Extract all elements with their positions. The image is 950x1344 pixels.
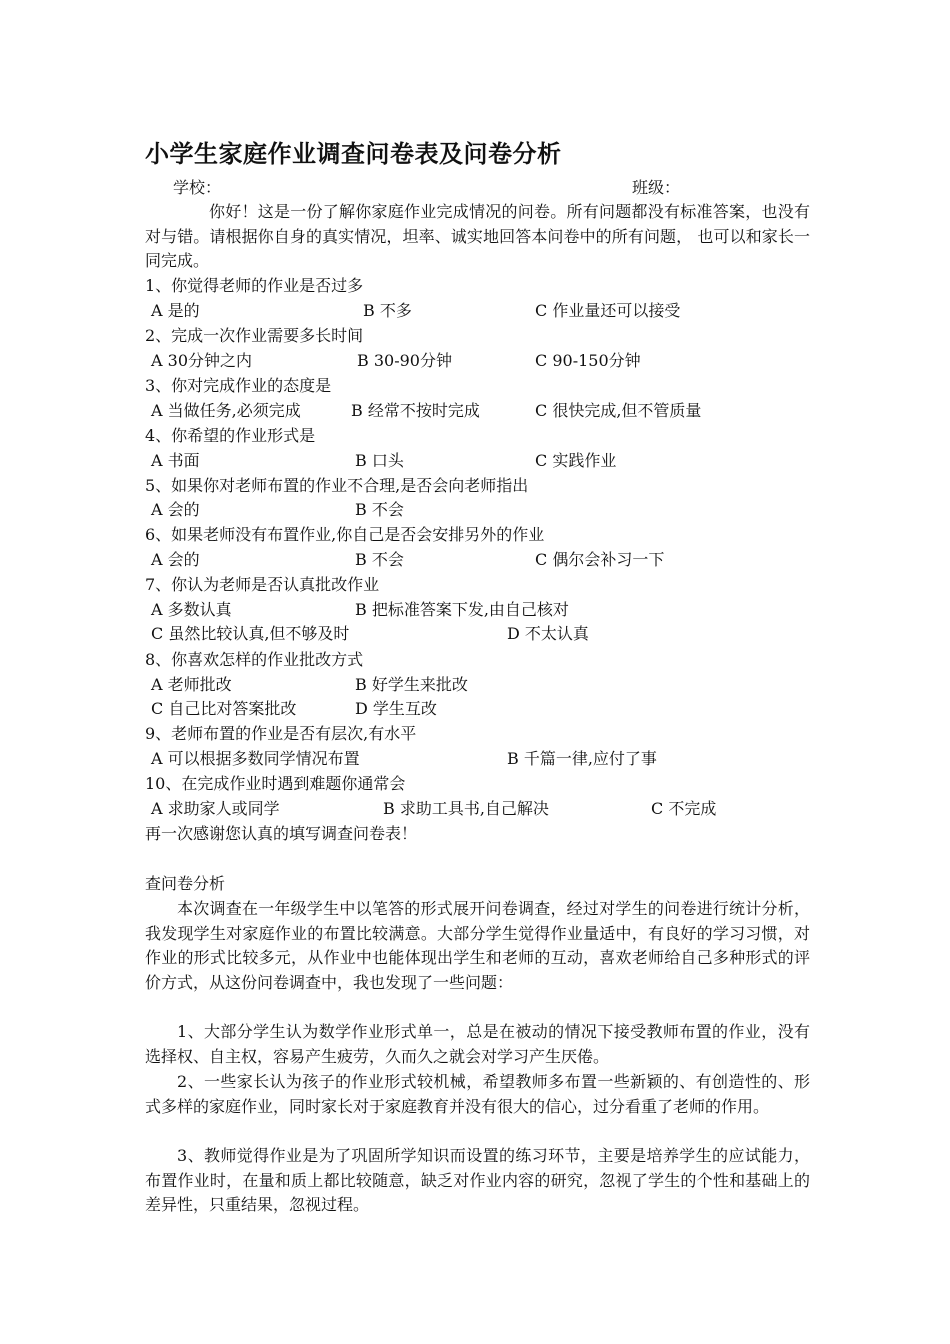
analysis-paragraph-3: 2、一些家长认为孩子的作业形式较机械，希望教师多布置一些新颖的、有创造性的、形式多样的家庭作业，同时家长对于家庭教育并没有很大的信心，过分看重了老师的作用。 [145, 1072, 810, 1116]
question-5-option-a: A 会的 [151, 500, 200, 519]
analysis-paragraph-2: 1、大部分学生认为数学作业形式单一，总是在被动的情况下接受教师布置的作业，没有选择权、自主权，容易产生疲劳，久而久之就会对学习产生厌倦。 [145, 1022, 810, 1066]
question-8-option-b: B 好学生来批改 [355, 675, 468, 694]
question-4: 4、你希望的作业形式是 [145, 426, 316, 445]
question-2-option-a: A 30分钟之内 [151, 351, 253, 370]
question-7-option-c: C 虽然比较认真,但不够及时 [151, 624, 350, 643]
question-3: 3、你对完成作业的态度是 [145, 376, 332, 395]
question-4-option-b: B 口头 [355, 451, 404, 470]
question-5-option-b: B 不会 [355, 500, 404, 519]
question-9-option-a: A 可以根据多数同学情况布置 [151, 749, 360, 768]
question-2: 2、完成一次作业需要多长时间 [145, 326, 364, 345]
class-label: 班级： [632, 178, 681, 197]
question-7-option-b: B 把标准答案下发,由自己核对 [355, 600, 569, 619]
question-9-option-b: B 千篇一律,应付了事 [507, 749, 657, 768]
question-6-option-b: B 不会 [355, 550, 404, 569]
question-10: 10、在完成作业时遇到难题你通常会 [145, 774, 406, 793]
thanks-line: 再一次感谢您认真的填写调查问卷表！ [145, 824, 418, 843]
question-4-option-c: C 实践作业 [535, 451, 617, 470]
analysis-heading: 查问卷分析 [145, 874, 226, 893]
question-8: 8、你喜欢怎样的作业批改方式 [145, 650, 364, 669]
question-2-option-b: B 30-90分钟 [357, 351, 452, 370]
question-1: 1、你觉得老师的作业是否过多 [145, 276, 364, 295]
question-1-option-b: B 不多 [363, 301, 412, 320]
question-6-option-c: C 偶尔会补习一下 [535, 550, 665, 569]
question-3-option-a: A 当做任务,必须完成 [151, 401, 301, 420]
school-label: 学校： [173, 178, 222, 197]
analysis-paragraph-1: 本次调查在一年级学生中以笔答的形式展开问卷调查，经过对学生的问卷进行统计分析，我发现学生对家庭作业的布置比较满意。大部分学生觉得作业量适中，有良好的学习习惯，对作业的形式比较多元，从作业中也能体现出学生和老师的互动，喜欢老师给自己多种形式的评价方式，从这份问卷调查中，我也发现了一些问题： [145, 899, 810, 992]
question-9: 9、老师布置的作业是否有层次,有水平 [145, 724, 417, 743]
question-3-option-b: B 经常不按时完成 [351, 401, 480, 420]
question-3-option-c: C 很快完成,但不管质量 [535, 401, 702, 420]
question-10-option-b: B 求助工具书,自己解决 [383, 799, 549, 818]
question-7: 7、你认为老师是否认真批改作业 [145, 575, 380, 594]
question-8-option-c: C 自己比对答案批改 [151, 699, 297, 718]
intro-paragraph: 你好！这是一份了解你家庭作业完成情况的问卷。所有问题都没有标准答案，也没有对与错。请根据你自身的真实情况，坦率、诚实地回答本问卷中的所有问题， 也可以和家长一同完成。 [145, 202, 810, 271]
question-6: 6、如果老师没有布置作业,你自己是否会安排另外的作业 [145, 525, 545, 544]
question-2-option-c: C 90-150分钟 [535, 351, 641, 370]
question-4-option-a: A 书面 [151, 451, 200, 470]
page-title: 小学生家庭作业调查问卷表及问卷分析 [145, 140, 562, 168]
question-1-option-a: A 是的 [151, 301, 200, 320]
question-8-option-d: D 学生互改 [355, 699, 437, 718]
question-10-option-c: C 不完成 [651, 799, 717, 818]
question-5: 5、如果你对老师布置的作业不合理,是否会向老师指出 [145, 476, 529, 495]
question-10-option-a: A 求助家人或同学 [151, 799, 280, 818]
analysis-paragraph-4: 3、教师觉得作业是为了巩固所学知识而设置的练习环节，主要是培养学生的应试能力，布置作业时，在量和质上都比较随意，缺乏对作业内容的研究，忽视了学生的个性和基础上的差异性，只重结果，忽视过程。 [145, 1146, 810, 1215]
question-7-option-a: A 多数认真 [151, 600, 232, 619]
question-8-option-a: A 老师批改 [151, 675, 232, 694]
question-7-option-d: D 不太认真 [507, 624, 589, 643]
question-6-option-a: A 会的 [151, 550, 200, 569]
question-1-option-c: C 作业量还可以接受 [535, 301, 681, 320]
